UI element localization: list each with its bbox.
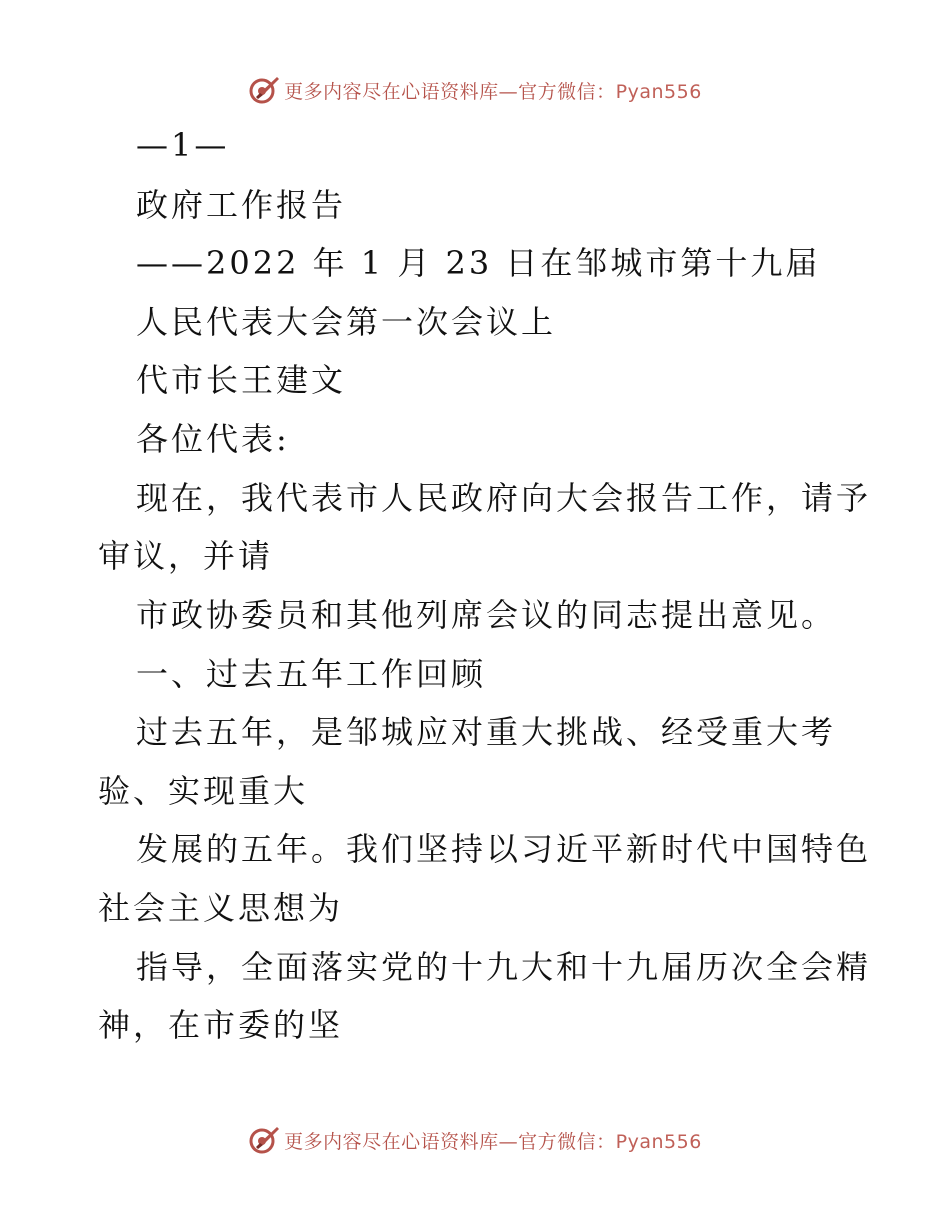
paragraph-line: 验、实现重大	[98, 772, 309, 810]
paragraph-line: 神，在市委的坚	[98, 1006, 344, 1044]
footer-watermark-banner	[0, 1120, 950, 1160]
paragraph-line: 过去五年，是邹城应对重大挑战、经受重大考	[136, 713, 837, 751]
page-number: —1—	[136, 126, 230, 164]
paragraph-line: 市政协委员和其他列席会议的同志提出意见。	[136, 596, 837, 634]
paragraph-line: 指导，全面落实党的十九大和十九届历次全会精	[136, 948, 872, 986]
paragraph-line: 审议，并请	[98, 537, 274, 575]
speaker-line: 代市长王建文	[136, 361, 347, 399]
watermark-text: 更多内容尽在心语资料库—官方微信：Pyan556	[284, 1130, 702, 1153]
quill-seal-icon	[248, 74, 280, 106]
salutation: 各位代表:	[136, 420, 290, 458]
document-title: 政府工作报告	[136, 186, 347, 224]
paragraph-line: 现在，我代表市人民政府向大会报告工作，请予	[136, 479, 872, 517]
watermark-text: 更多内容尽在心语资料库—官方微信：Pyan556	[284, 80, 702, 103]
document-subtitle-line-2: 人民代表大会第一次会议上	[136, 303, 557, 341]
header-watermark-banner	[0, 70, 950, 110]
quill-seal-icon	[248, 1124, 280, 1156]
paragraph-line: 社会主义思想为	[98, 889, 344, 927]
document-subtitle-line-1: ——2022 年 1 月 23 日在邹城市第十九届	[136, 244, 821, 282]
paragraph-line: 发展的五年。我们坚持以习近平新时代中国特色	[136, 830, 872, 868]
section-heading: 一、过去五年工作回顾	[136, 655, 487, 693]
